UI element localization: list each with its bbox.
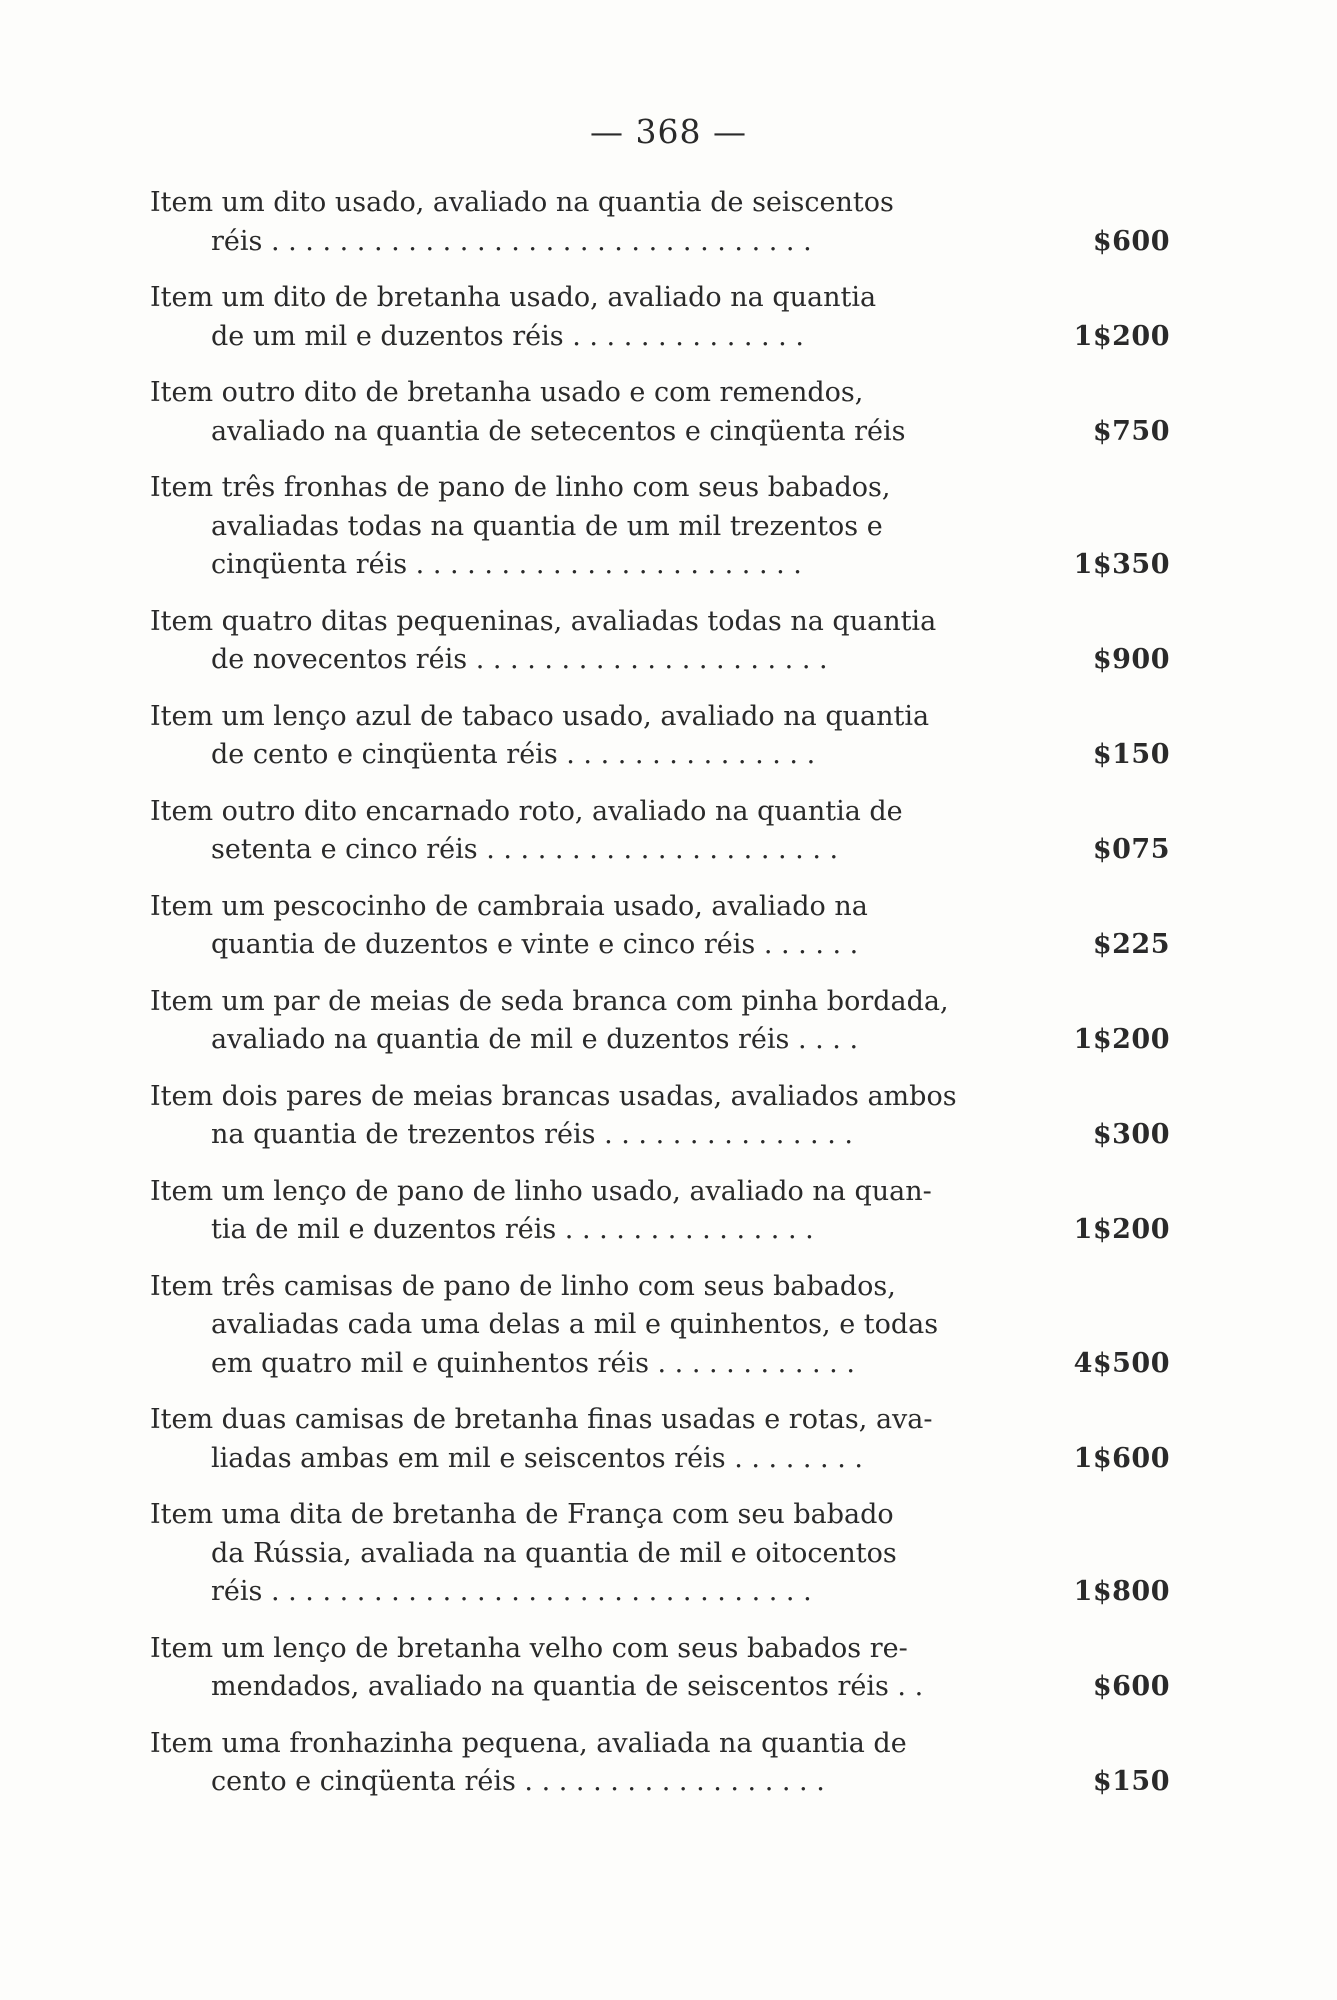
entry-line-text: Item outro dito encarnado roto, avaliado na quantia de — [150, 795, 903, 827]
entry-line — [150, 223, 1170, 262]
entry-line — [150, 508, 1170, 547]
entry-value: 1$200 — [1073, 1024, 1170, 1055]
inventory-entry — [150, 279, 1170, 356]
entry-value: $150 — [1092, 1766, 1170, 1797]
inventory-entry — [150, 184, 1170, 261]
entry-value: 4$500 — [1073, 1347, 1170, 1379]
inventory-entry — [150, 698, 1170, 775]
entry-line — [150, 1021, 1170, 1060]
inventory-entry — [150, 1725, 1170, 1802]
entry-line — [150, 1440, 1170, 1479]
entry-line-text: de novecentos réis . . . . . . . . . . . . . . . . . . . . . — [211, 644, 828, 675]
entry-line-text: liadas ambas em mil e seiscentos réis . . . . . . . . — [211, 1442, 863, 1474]
entry-line-text: Item uma dita de bretanha de França com seu babado — [150, 1499, 894, 1530]
entry-line — [150, 1268, 1170, 1307]
entry-line — [150, 1306, 1170, 1345]
inventory-entry — [150, 1630, 1170, 1707]
entry-value: $225 — [1092, 929, 1170, 960]
entry-line — [150, 1725, 1170, 1764]
entry-line-text: réis . . . . . . . . . . . . . . . . . . . . . . . . . . . . . . . . — [211, 1576, 812, 1607]
entry-line-text: setenta e cinco réis . . . . . . . . . . . . . . . . . . . . . — [211, 834, 839, 865]
entry-line — [150, 1173, 1170, 1212]
entry-line — [150, 1573, 1170, 1612]
inventory-entry — [150, 888, 1170, 965]
entry-line-text: Item três fronhas de pano de linho com seus babados, — [150, 472, 891, 503]
entry-line-text: avaliadas todas na quantia de um mil trezentos e — [211, 510, 883, 542]
entry-line-text: Item um lenço de pano de linho usado, avaliado na quan- — [150, 1175, 932, 1207]
entry-line — [150, 1116, 1170, 1155]
inventory-entries — [150, 184, 1170, 1820]
entry-line — [150, 469, 1170, 508]
entry-line-text: na quantia de trezentos réis . . . . . . . . . . . . . . . — [211, 1119, 853, 1150]
entry-line — [150, 1496, 1170, 1535]
entry-line — [150, 831, 1170, 870]
entry-value: $150 — [1092, 739, 1170, 770]
entry-value: $600 — [1092, 225, 1170, 257]
entry-line-text: avaliadas cada uma delas a mil e quinhentos, e todas — [211, 1309, 939, 1340]
inventory-entry — [150, 1078, 1170, 1155]
entry-line — [150, 1630, 1170, 1669]
entry-line — [150, 983, 1170, 1022]
entry-line-text: Item duas camisas de bretanha finas usadas e rotas, ava- — [150, 1404, 933, 1435]
entry-line — [150, 184, 1170, 223]
entry-line-text: de cento e cinqüenta réis . . . . . . . . . . . . . . . — [211, 739, 816, 770]
entry-line — [150, 793, 1170, 832]
entry-value: $900 — [1092, 644, 1170, 675]
entry-line-text: cinqüenta réis . . . . . . . . . . . . . . . . . . . . . . . — [211, 549, 802, 580]
inventory-entry — [150, 983, 1170, 1060]
entry-value: 1$200 — [1073, 1214, 1170, 1245]
entry-line — [150, 1345, 1170, 1384]
entry-value: $075 — [1092, 834, 1170, 865]
entry-line-text: avaliado na quantia de setecentos e cinqüenta réis — [211, 415, 906, 447]
entry-line-text: Item quatro ditas pequeninas, avaliadas todas na quantia — [150, 605, 937, 637]
inventory-entry — [150, 1401, 1170, 1478]
entry-line — [150, 279, 1170, 318]
inventory-entry — [150, 469, 1170, 585]
entry-line-text: de um mil e duzentos réis . . . . . . . . . . . . . . — [211, 320, 804, 352]
entry-line — [150, 926, 1170, 965]
entry-line-text: Item dois pares de meias brancas usadas, avaliados ambos — [150, 1080, 957, 1112]
entry-line — [150, 1535, 1170, 1574]
entry-value: 1$800 — [1073, 1576, 1170, 1607]
entry-value: 1$200 — [1073, 320, 1170, 352]
inventory-entry — [150, 603, 1170, 680]
inventory-entry — [150, 374, 1170, 451]
entry-line — [150, 698, 1170, 737]
entry-line-text: quantia de duzentos e vinte e cinco réis . . . . . . — [211, 929, 859, 960]
entry-line — [150, 1668, 1170, 1707]
entry-line-text: tia de mil e duzentos réis . . . . . . . . . . . . . . . — [211, 1214, 814, 1245]
entry-line — [150, 318, 1170, 357]
entry-line — [150, 888, 1170, 927]
entry-line-text: Item um par de meias de seda branca com pinha bordada, — [150, 985, 949, 1017]
entry-value: $750 — [1092, 415, 1170, 447]
entry-line — [150, 546, 1170, 585]
entry-line-text: Item um dito de bretanha usado, avaliado na quantia — [150, 282, 877, 313]
entry-value: $300 — [1092, 1119, 1170, 1150]
entry-line — [150, 736, 1170, 775]
entry-line — [150, 1763, 1170, 1802]
entry-line-text: da Rússia, avaliada na quantia de mil e oitocentos — [211, 1537, 897, 1569]
entry-line-text: réis . . . . . . . . . . . . . . . . . . . . . . . . . . . . . . . . — [211, 225, 812, 257]
entry-line-text: em quatro mil e quinhentos réis . . . . . . . . . . . . — [211, 1347, 855, 1379]
entry-value: 1$350 — [1073, 549, 1170, 580]
inventory-entry — [150, 793, 1170, 870]
page-number: — 368 — — [590, 112, 747, 151]
entry-line — [150, 374, 1170, 413]
entry-line-text: Item três camisas de pano de linho com seus babados, — [150, 1270, 896, 1302]
inventory-entry — [150, 1173, 1170, 1250]
entry-line-text: Item um pescocinho de cambraia usado, avaliado na — [150, 890, 868, 922]
entry-line — [150, 1401, 1170, 1440]
entry-line-text: Item um dito usado, avaliado na quantia de seiscentos — [150, 187, 894, 218]
entry-line-text: cento e cinqüenta réis . . . . . . . . . . . . . . . . . . — [211, 1766, 825, 1797]
entry-line — [150, 413, 1170, 452]
entry-line-text: Item uma fronhazinha pequena, avaliada na quantia de — [150, 1727, 907, 1759]
entry-line — [150, 603, 1170, 642]
entry-line-text: Item outro dito de bretanha usado e com remendos, — [150, 377, 864, 408]
entry-line-text: Item um lenço de bretanha velho com seus babados re- — [150, 1632, 908, 1664]
entry-line-text: Item um lenço azul de tabaco usado, avaliado na quantia — [150, 700, 930, 732]
entry-value: 1$600 — [1073, 1442, 1170, 1474]
entry-line — [150, 641, 1170, 680]
inventory-entry — [150, 1496, 1170, 1612]
entry-line-text: mendados, avaliado na quantia de seiscentos réis . . — [211, 1671, 924, 1702]
entry-line — [150, 1078, 1170, 1117]
entry-line-text: avaliado na quantia de mil e duzentos réis . . . . — [211, 1024, 859, 1055]
entry-value: $600 — [1092, 1671, 1170, 1702]
inventory-entry — [150, 1268, 1170, 1384]
entry-line — [150, 1211, 1170, 1250]
